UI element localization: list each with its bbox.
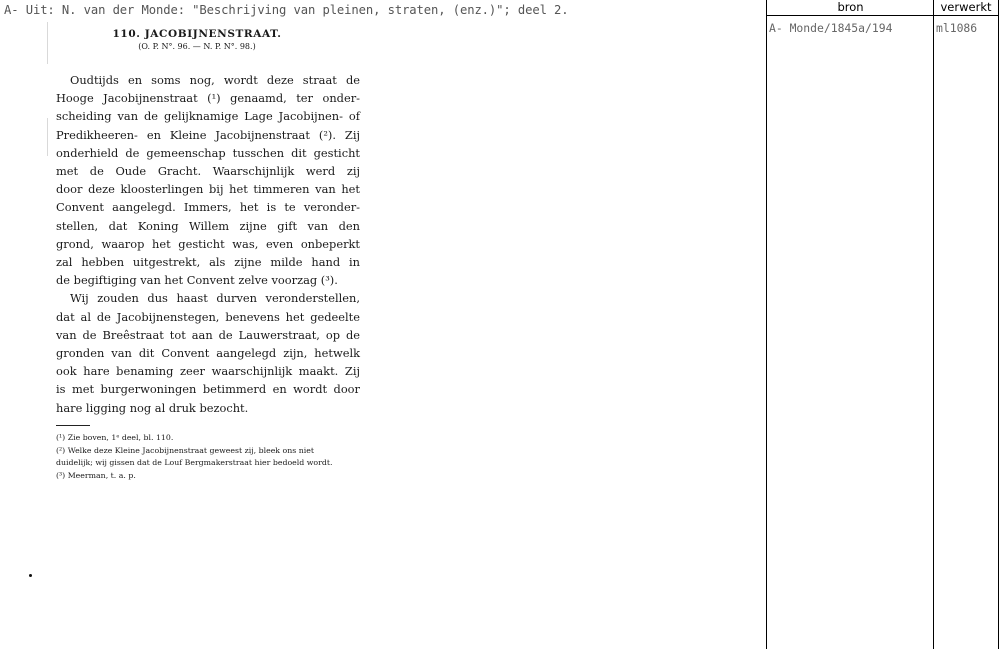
body-line: Wij zouden dus haast durven veronderstellen,	[70, 291, 360, 306]
body-line: is met burgerwoningen betimmerd en wordt door	[56, 382, 360, 397]
body-line: scheiding van de gelijknamige Lage Jacobijnen- of	[56, 109, 360, 124]
footnotes	[56, 432, 360, 483]
footnote: (³) Meerman, t. a. p.	[56, 471, 136, 481]
document-header: A- Uit: N. van der Monde: "Beschrijving van pleinen, straten, (enz.)"; deel 2.	[4, 3, 569, 17]
book-page	[56, 28, 360, 483]
bron-value[interactable]: A- Monde/1845a/194	[769, 21, 893, 35]
bron-header: bron	[767, 0, 934, 16]
body-line: hare ligging nog al druk bezocht.	[56, 400, 249, 415]
body-line: de begiftiging van het Convent zelve voorzag (³).	[56, 273, 338, 288]
body-line: Convent aangelegd. Immers, het is te veronder-	[56, 200, 360, 215]
body-line: zal hebben uitgestrekt, als zijne milde hand in	[56, 255, 360, 270]
body-line: door deze kloosterlingen bij het timmeren van het	[56, 182, 360, 197]
article-body	[56, 71, 360, 417]
verwerkt-value[interactable]: ml1086	[936, 21, 978, 35]
body-line: ook hare benaming zeer waarschijnlijk maakt. Zij	[56, 364, 360, 379]
footnote: (¹) Zie boven, 1ᵉ deel, bl. 110.	[56, 432, 174, 442]
footnote: (²) Welke deze Kleine Jacobijnenstraat geweest zij, bleek ons niet	[56, 445, 314, 455]
verwerkt-header: verwerkt	[934, 0, 998, 16]
body-line: stellen, dat Koning Willem zijne gift van den	[56, 218, 360, 233]
body-line: Predikheeren- en Kleine Jacobijnenstraat (²). Zij	[56, 127, 360, 142]
scan-speck	[29, 574, 32, 577]
body-line: met de Oude Gracht. Waarschijnlijk werd zij	[56, 164, 360, 179]
article-subtitle: (O. P. N°. 96. — N. P. N°. 98.)	[138, 42, 256, 51]
body-line: gronden van dit Convent aangelegd zijn, hetwelk	[56, 346, 360, 361]
body-line: van de Breêstraat tot aan de Lauwerstraat, op de	[56, 327, 360, 342]
article-title: 110. JACOBIJNENSTRAAT.	[112, 28, 282, 40]
body-line: Hooge Jacobijnenstraat (¹) genaamd, ter onder-	[56, 91, 360, 106]
bron-column	[766, 0, 934, 649]
footnote: duidelijk; wij gissen dat de Louf Bergmakerstraat hier bedoeld wordt.	[56, 458, 333, 468]
metadata-table	[766, 0, 998, 649]
verwerkt-column	[933, 0, 999, 649]
body-line: grond, waarop het gesticht was, even onbeperkt	[56, 236, 360, 251]
body-line: dat al de Jacobijnenstegen, benevens het gedeelte	[56, 309, 360, 324]
margin-mark	[47, 118, 48, 156]
body-line: onderhield de gemeenschap tusschen dit gesticht	[56, 145, 360, 160]
body-line: Oudtijds en soms nog, wordt deze straat de	[70, 73, 360, 87]
footnote-divider	[56, 425, 90, 426]
